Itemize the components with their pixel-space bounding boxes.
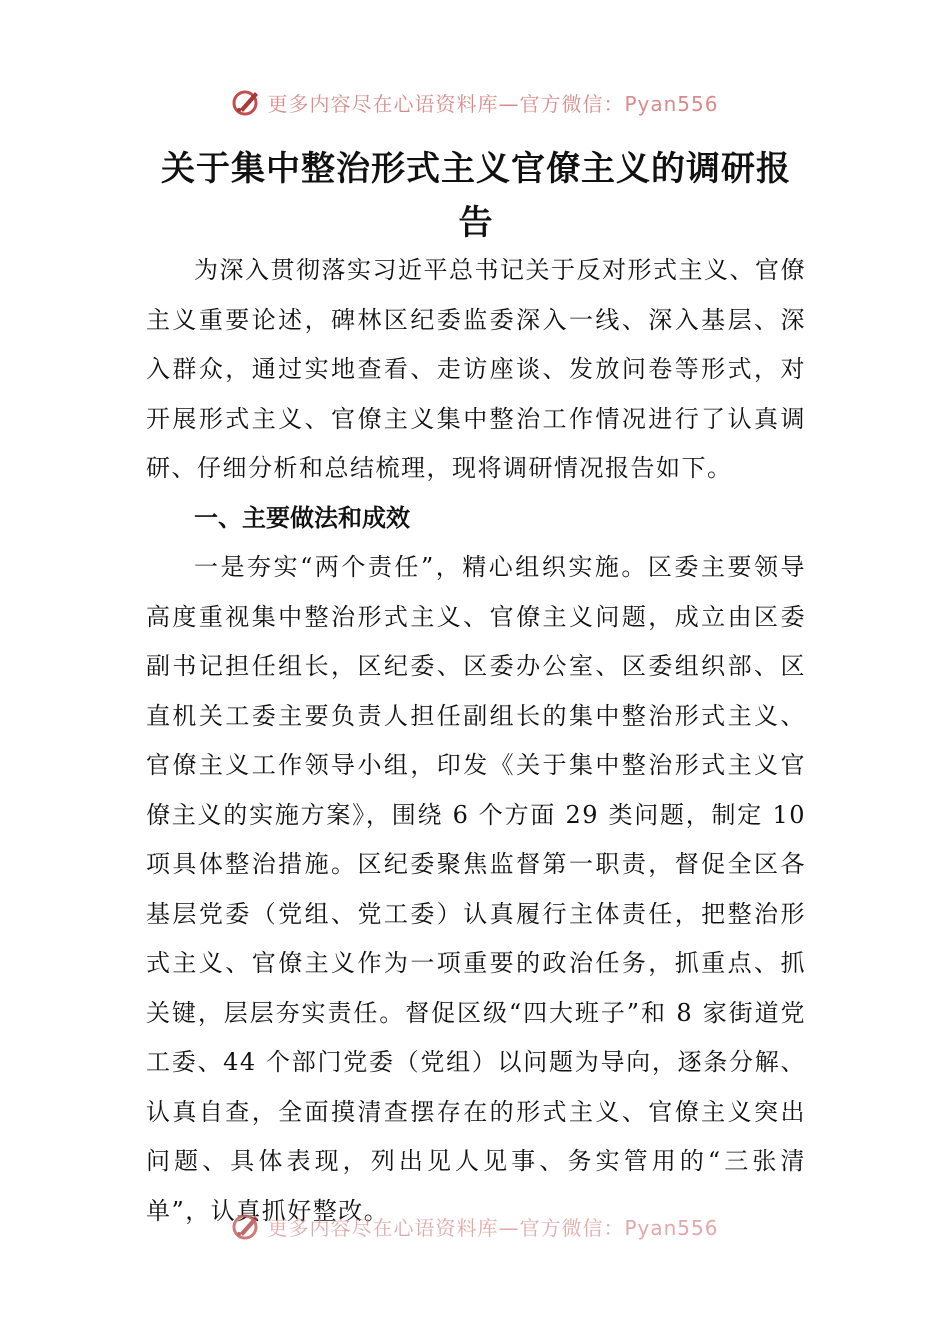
section-heading: 一、主要做法和成效 (194, 503, 410, 532)
document-body (146, 246, 806, 1236)
page-title: 关于集中整治形式主义官僚主义的调研报告 (161, 149, 791, 243)
pen-logo-icon (231, 1211, 261, 1241)
watermark-text: 更多内容尽在心语资料库—官方微信：Pyan556 (267, 91, 719, 116)
body-paragraph: 一是夯实“两个责任”，精心组织实施。区委主要领导高度重视集中整治形式主义、官僚主义问题，成立由区委副书记担任组长，区纪委、区委办公室、区委组织部、区直机关工委主要负责人担任副组长的集中整治形式主义、官僚主义工作领导小组，印发《关于集中整治形式主义官僚主义的实施方案》，围绕 6 个方面 29 类问题，制定 10 项具体整治措施。区纪委聚焦监督第一职责，督促全区各基层党委（党组、党工委）认真履行主体责任，把整治形式主义、官僚主义作为一项重要的政治任务，抓重点、抓关键，层层夯实责任。督促区级“四大班子”和 8 家街道党工委、44 个部门党委（党组）以问题为导向，逐条分解、认真自查，全面摸清查摆存在的形式主义、官僚主义突出问题、具体表现，列出见人见事、务实管用的“三张清单”，认真抓好整改。 (146, 553, 806, 1225)
pen-logo-icon (231, 87, 261, 117)
header-watermark (0, 82, 950, 122)
footer-watermark (0, 1206, 950, 1246)
watermark-text: 更多内容尽在心语资料库—官方微信：Pyan556 (267, 1215, 719, 1240)
intro-paragraph: 为深入贯彻落实习近平总书记关于反对形式主义、官僚主义重要论述，碑林区纪委监委深入一线、深入基层、深入群众，通过实地查看、走访座谈、发放问卷等形式，对开展形式主义、官僚主义集中整治工作情况进行了认真调研、仔细分析和总结梳理，现将调研情况报告如下。 (146, 256, 806, 482)
